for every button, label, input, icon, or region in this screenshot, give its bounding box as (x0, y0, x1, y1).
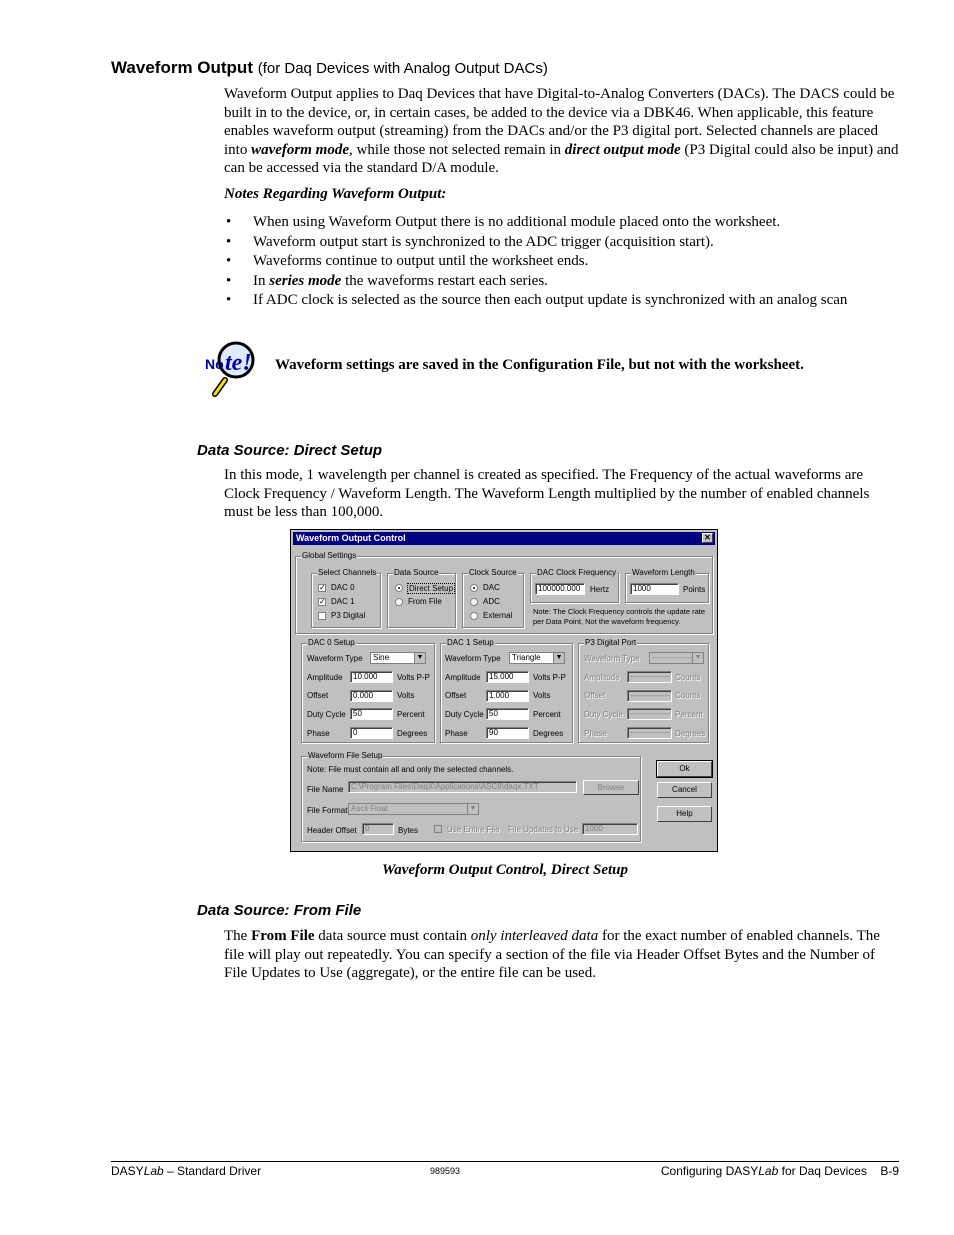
waveform-output-dialog (290, 529, 718, 852)
dac0-checkbox[interactable]: ✓ (319, 583, 326, 592)
clock-external-label: External (483, 611, 513, 620)
unit-label: Degrees (675, 729, 706, 738)
dac0-duty-cycle-input[interactable]: 50 (350, 708, 393, 720)
from-file-text-2: data source must contain (314, 928, 471, 944)
offset-label: Offset (584, 691, 606, 700)
title-sub: (for Daq Devices with Analog Output DACs) (257, 60, 548, 77)
close-button[interactable]: ✕ (702, 533, 713, 543)
note-magnifier-icon (203, 340, 261, 398)
bullet-4-bold: series mode (269, 272, 342, 289)
intro-bold-2: direct output mode (564, 141, 681, 158)
p3-duty-cycle-input[interactable]: --------------- (627, 708, 672, 720)
cancel-button[interactable]: Cancel (657, 782, 712, 798)
global-settings-group (295, 551, 713, 634)
file-format-label: File Format (307, 806, 348, 815)
amplitude-label: Amplitude (307, 673, 343, 682)
waveform-file-setup-group (301, 751, 641, 842)
select-value: --------------- (652, 653, 692, 662)
file-updates-label: File Updates to Use (508, 825, 579, 834)
group-label: P3 Digital Port (585, 638, 637, 647)
footer-right-italic: Lab (758, 1164, 779, 1178)
bytes-label: Bytes (398, 826, 419, 835)
dac0-label: DAC 0 (331, 583, 355, 592)
p3-offset-input[interactable]: --------------- (627, 690, 672, 702)
section-title (111, 58, 548, 78)
p3-phase-input[interactable]: --------------- (627, 727, 672, 739)
list-item (224, 272, 914, 292)
footer-doc-number: 989593 (430, 1166, 461, 1176)
unit-label: Degrees (397, 729, 428, 738)
waveform-type-label: Waveform Type (307, 654, 363, 663)
phase-label: Phase (307, 729, 330, 738)
dac0-phase-input[interactable]: 0 (350, 727, 393, 739)
phase-label: Phase (445, 729, 468, 738)
p3-amplitude-input[interactable]: --------------- (627, 671, 672, 683)
intro-paragraph (224, 85, 899, 178)
select-value: Triangle (512, 653, 541, 662)
group-label: Select Channels (318, 568, 377, 577)
unit-label: Percent (533, 710, 561, 719)
notes-heading: Notes Regarding Waveform Output: (224, 186, 447, 202)
clock-dac-radio[interactable] (470, 584, 478, 592)
waveform-type-label: Waveform Type (445, 654, 501, 663)
waveform-type-label: Waveform Type (584, 654, 640, 663)
p3-digital-port-group (578, 638, 709, 743)
intro-text-1: Waveform Output applies to Daq Devices that have Digital-to-Analog Converters (DACs). The DACS could be built in to the device, or, in certain cases, be added to the device via a DBK46. When applicable, this feature enables waveform output (streaming) from the DACs and/or the P3 digital port. Selected channels are placed into (224, 86, 895, 158)
dac0-amplitude-input[interactable]: 10.000 (350, 671, 393, 683)
dac-clock-frequency-input[interactable]: 100000.000 (535, 583, 585, 595)
group-label: Waveform Length (632, 568, 695, 577)
from-file-label: From File (408, 597, 442, 606)
bullet-4-pre: In (253, 272, 270, 289)
footer-left-pre: DASY (111, 1164, 144, 1178)
footer-left (111, 1164, 261, 1178)
footer-right (650, 1164, 899, 1178)
unit-label: Counts (675, 691, 701, 700)
amplitude-label: Amplitude (584, 673, 620, 682)
from-file-paragraph (224, 927, 899, 983)
waveform-length-group (625, 568, 709, 603)
clock-adc-label: ADC (483, 597, 500, 606)
unit-label: Counts (675, 673, 701, 682)
footer-divider (111, 1161, 899, 1162)
direct-setup-radio[interactable] (395, 584, 403, 592)
footer-left-italic: Lab (143, 1164, 164, 1178)
list-item: • Waveforms continue to output until the worksheet ends. (224, 252, 914, 272)
dac1-offset-input[interactable]: 1.000 (486, 690, 529, 702)
data-source-group (387, 568, 456, 628)
dac1-amplitude-input[interactable]: 15.000 (486, 671, 529, 683)
header-offset-label: Header Offset (307, 826, 357, 835)
direct-setup-paragraph: In this mode, 1 wavelength per channel is created as specified. The Frequency of the actual waveforms are Clock Frequency / Waveform Length. The Waveform Length multiplied by the number of enabled channels must be less than 100,000. (224, 467, 870, 520)
list-item: • If ADC clock is selected as the source then each output update is synchronized with an analog scan (224, 291, 914, 311)
amplitude-label: Amplitude (445, 673, 481, 682)
svg-text:No: No (205, 356, 224, 372)
header-offset-input[interactable]: 0 (362, 823, 394, 835)
dac-clock-frequency-group (530, 568, 619, 603)
group-label: Data Source (394, 568, 439, 577)
from-file-text-1: The (224, 928, 252, 944)
intro-text-3: (P3 Digital could also be input) and can be accessed via the standard D/A module. (224, 141, 899, 176)
clock-frequency-note: Note: The Clock Frequency controls the update rate per Data Point, Not the waveform frequency. (533, 607, 706, 626)
group-label: Clock Source (469, 568, 517, 577)
group-label: Global Settings (302, 551, 357, 560)
notes-list (224, 213, 914, 311)
footer-left-post: – Standard Driver (163, 1164, 262, 1178)
select-channels-group (311, 568, 381, 628)
file-format-select[interactable] (348, 803, 479, 815)
points-label: Points (683, 585, 706, 594)
dac0-setup-group (301, 638, 435, 743)
clock-adc-radio[interactable] (470, 598, 478, 606)
figure-caption: Waveform Output Control, Direct Setup (382, 862, 628, 878)
dialog-title: Waveform Output Control (296, 533, 406, 543)
footer-right-pre: Configuring DASY (660, 1164, 759, 1178)
section-heading-from-file: Data Source: From File (197, 902, 362, 919)
intro-bold-1: waveform mode (251, 141, 349, 158)
from-file-text-3: for the exact number of enabled channels. The file will play out repeatedly. You can specify a section of the file via Header Offset Bytes and the Number of File Updates to Use (aggregate), or the entire file can be used. (224, 928, 880, 981)
browse-button[interactable]: Browse (583, 780, 639, 795)
group-label: Waveform File Setup (308, 751, 383, 760)
offset-label: Offset (307, 691, 329, 700)
duty-cycle-label: Duty Cycle (584, 710, 623, 719)
duty-cycle-label: Duty Cycle (307, 710, 346, 719)
select-value: Sine (373, 653, 390, 662)
dac0-offset-input[interactable]: 0.000 (350, 690, 393, 702)
direct-setup-label: Direct Setup (409, 584, 454, 593)
dac1-duty-cycle-input[interactable]: 50 (486, 708, 529, 720)
dac0-waveform-type-select[interactable] (370, 652, 426, 664)
unit-label: Volts (397, 691, 415, 700)
unit-label: Degrees (533, 729, 564, 738)
clock-external-radio[interactable] (470, 612, 478, 620)
file-name-input[interactable]: C:\Program Files\DaqX\Applications\ASCII\daqx.TXT (348, 781, 577, 793)
clock-source-group (462, 568, 524, 628)
p3-label: P3 Digital (331, 611, 366, 620)
help-button[interactable]: Help (657, 806, 712, 822)
list-item: • When using Waveform Output there is no additional module placed onto the worksheet. (224, 213, 914, 233)
from-file-bold: From File (251, 928, 315, 944)
unit-label: Percent (675, 710, 703, 719)
waveform-length-input[interactable]: 1000 (630, 583, 679, 595)
file-note: Note: File must contain all and only the selected channels. (307, 765, 514, 774)
dac1-waveform-type-select[interactable] (509, 652, 565, 664)
file-updates-input[interactable]: 1000 (582, 823, 638, 835)
clock-dac-label: DAC (483, 583, 500, 592)
file-name-label: File Name (307, 785, 344, 794)
chevron-down-icon: ▼ (553, 653, 564, 663)
duty-cycle-label: Duty Cycle (445, 710, 484, 719)
unit-label: Volts (533, 691, 551, 700)
footer-right-post: for Daq Devices B-9 (778, 1164, 899, 1178)
phase-label: Phase (584, 729, 607, 738)
section-heading-direct-setup: Data Source: Direct Setup (197, 442, 383, 459)
chevron-down-icon: ▼ (692, 653, 703, 663)
select-value: Ascii Float (351, 804, 388, 813)
group-label: DAC 1 Setup (447, 638, 494, 647)
note-text: Waveform settings are saved in the Configuration File, but not with the worksheet. (275, 357, 804, 373)
unit-label: Volts P-P (397, 673, 430, 682)
unit-label: Volts P-P (533, 673, 566, 682)
svg-text:te!: te! (225, 350, 252, 376)
group-label: DAC 0 Setup (308, 638, 355, 647)
dac1-checkbox[interactable]: ✓ (319, 597, 326, 606)
p3-checkbox[interactable] (318, 612, 326, 620)
p3-waveform-type-select[interactable] (649, 652, 704, 664)
from-file-italic: only interleaved data (470, 928, 599, 944)
use-entire-file-checkbox[interactable] (434, 825, 442, 833)
group-label: DAC Clock Frequency (537, 568, 617, 577)
list-item: • Waveform output start is synchronized to the ADC trigger (acquisition start). (224, 233, 914, 253)
ok-button[interactable]: Ok (657, 761, 712, 777)
title-main: Waveform Output (111, 58, 253, 77)
chevron-down-icon: ▼ (414, 653, 425, 663)
chevron-down-icon: ▼ (467, 804, 478, 814)
unit-label: Percent (397, 710, 425, 719)
intro-text-2: , while those not selected remain in (349, 141, 565, 158)
use-entire-file-label: Use Entire File (447, 825, 500, 834)
dialog-titlebar (293, 532, 715, 545)
bullet-4-post: the waveforms restart each series. (341, 272, 548, 289)
dac1-phase-input[interactable]: 90 (486, 727, 529, 739)
dac1-label: DAC 1 (331, 597, 355, 606)
hertz-label: Hertz (590, 585, 610, 594)
dac1-setup-group (440, 638, 573, 743)
from-file-radio[interactable] (395, 598, 403, 606)
offset-label: Offset (445, 691, 467, 700)
